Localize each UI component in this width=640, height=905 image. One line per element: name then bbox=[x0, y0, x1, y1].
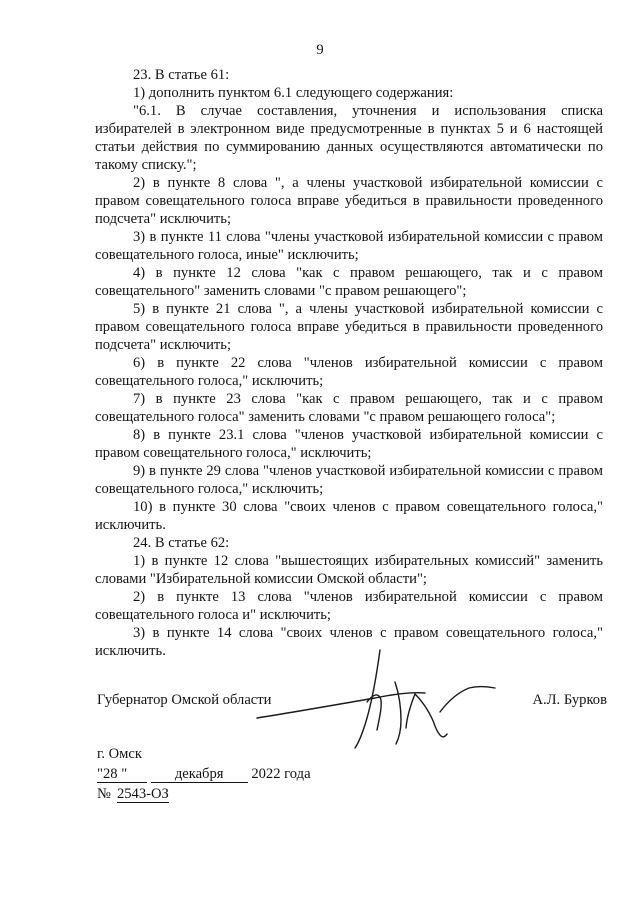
paragraph: 8) в пункте 23.1 слова "членов участковой избирательной комиссии с правом совещательного голоса," исключить; bbox=[95, 427, 603, 461]
number-line bbox=[97, 784, 311, 804]
paragraph: 5) в пункте 21 слова ", а члены участковой избирательной комиссии с правом совещательного голоса вправе убедиться в правильности проведенного подсчета" исключить; bbox=[95, 301, 603, 353]
signatory-title: Губернатор Омской области bbox=[97, 692, 272, 708]
paragraph: 7) в пункте 23 слова "как с правом решающего, так и с правом совещательного голоса" заменить словами "с правом решающего голоса"; bbox=[95, 391, 603, 425]
paragraph: 9) в пункте 29 слова "членов участковой избирательной комиссии с правом совещательного голоса," исключить; bbox=[95, 463, 603, 497]
paragraph: 1) дополнить пунктом 6.1 следующего содержания: bbox=[133, 85, 454, 101]
paragraph: 2) в пункте 13 слова "членов избирательной комиссии с правом совещательного голоса и" исключить; bbox=[95, 589, 603, 623]
paragraph: 4) в пункте 12 слова "как с правом решающего, так и с правом совещательного" заменить словами "с правом решающего"; bbox=[95, 265, 603, 299]
place: г. Омск bbox=[97, 746, 142, 762]
paragraph: 10) в пункте 30 слова "своих членов с правом совещательного голоса," исключить. bbox=[95, 499, 603, 533]
date-year: 2022 года bbox=[251, 766, 311, 782]
paragraph: 6) в пункте 22 слова "членов избирательной комиссии с правом совещательного голоса," исключить; bbox=[95, 355, 603, 389]
close-quote: " bbox=[121, 766, 128, 782]
paragraph: 1) в пункте 12 слова "вышестоящих избирательных комиссий" заменить словами "Избирательной комиссии Омской области"; bbox=[95, 553, 603, 587]
place-date-number-block bbox=[97, 744, 311, 804]
signature-block bbox=[97, 692, 607, 712]
date-day-field bbox=[97, 767, 147, 783]
signatory-name: А.Л. Бурков bbox=[532, 692, 607, 708]
date-line bbox=[97, 764, 311, 784]
paragraph: 3) в пункте 14 слова "своих членов с правом совещательного голоса," исключить. bbox=[95, 625, 603, 659]
law-number: 2543-ОЗ bbox=[116, 786, 169, 802]
paragraph: "6.1. В случае составления, уточнения и использования списка избирателей в электронном виде предусмотренные в пунктах 5 и 6 настоящей статьи действия по суммированию данных осуществляются автоматически по такому списку."; bbox=[95, 103, 603, 173]
date-day: 28 bbox=[102, 766, 118, 782]
open-quote: " bbox=[97, 766, 103, 782]
date-month: декабря bbox=[151, 767, 248, 783]
paragraph: 3) в пункте 11 слова "члены участковой избирательной комиссии с правом совещательного голоса, иные" исключить; bbox=[95, 229, 603, 263]
number-sign: № bbox=[97, 786, 111, 802]
paragraph: 2) в пункте 8 слова ", а члены участковой избирательной комиссии с правом совещательного голоса вправе убедиться в правильности проведенного подсчета" исключить; bbox=[95, 175, 603, 227]
page-number: 9 bbox=[316, 42, 324, 58]
paragraph: 24. В статье 62: bbox=[133, 535, 230, 551]
document-body bbox=[95, 66, 603, 660]
paragraph: 23. В статье 61: bbox=[133, 67, 230, 83]
